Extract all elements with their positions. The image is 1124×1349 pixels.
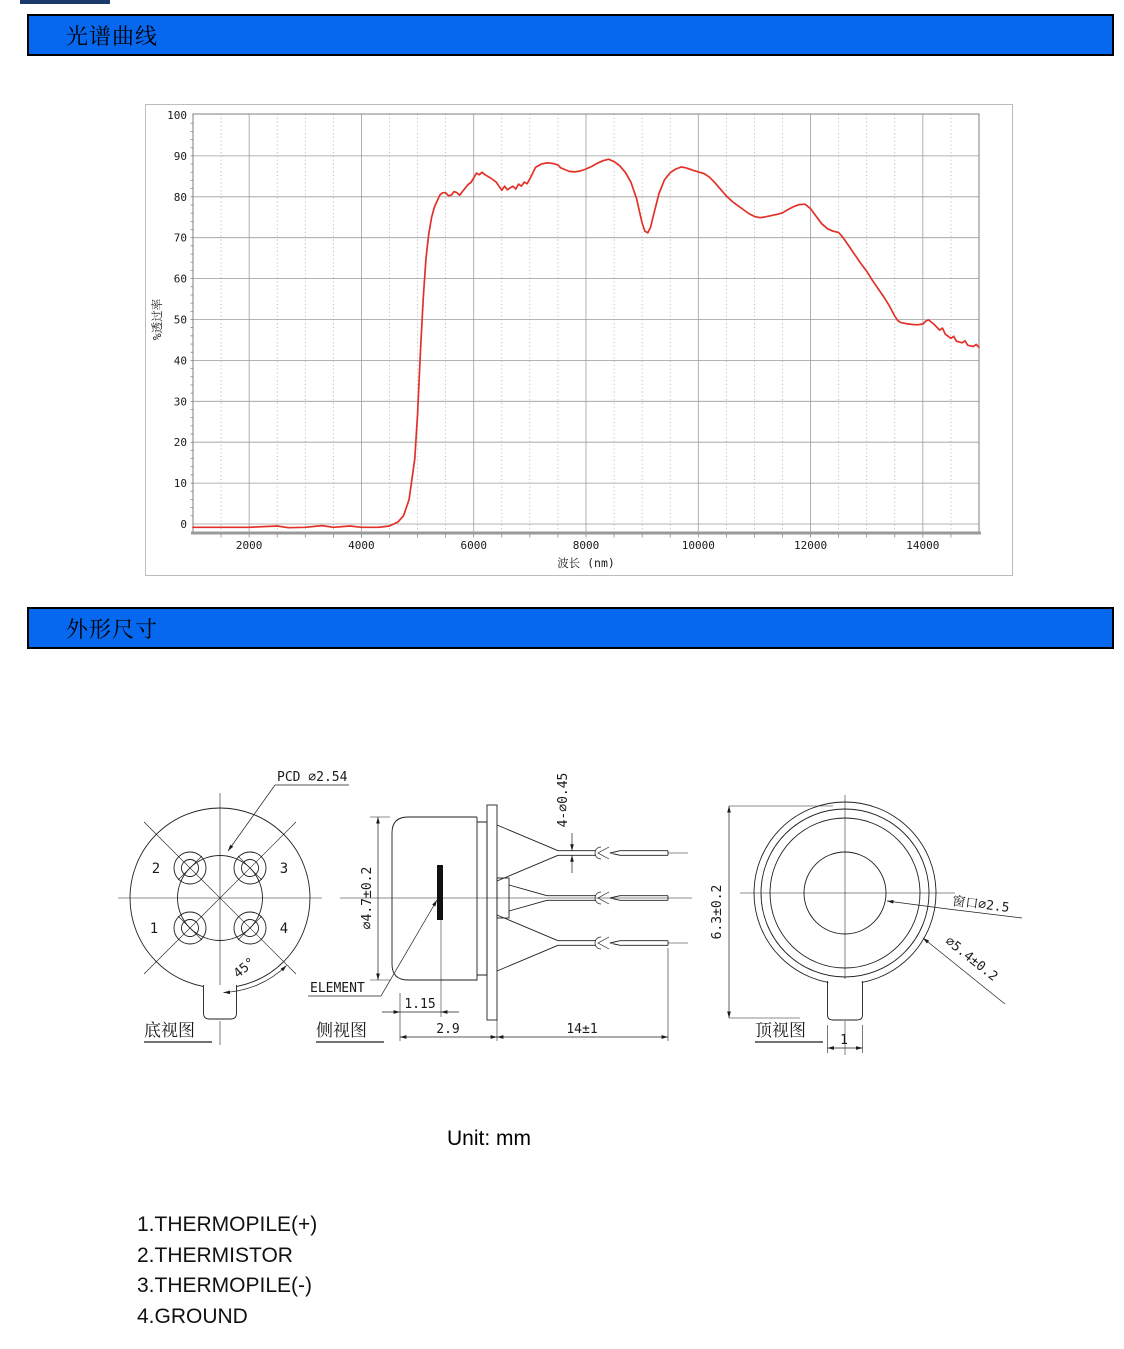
pin-label-4: 4 <box>279 921 289 937</box>
y-tick-label: 10 <box>173 477 187 491</box>
top-view-drawing <box>710 795 1022 1055</box>
pcd-dimension-label: PCD ∅2.54 <box>277 770 348 785</box>
tab-mask <box>203 985 237 1021</box>
x-tick-label: 2000 <box>235 539 263 552</box>
section-header-outline-dimensions <box>27 607 1114 649</box>
can-diameter-label: ∅4.7±0.2 <box>360 866 375 930</box>
y-tick-label: 60 <box>173 272 187 286</box>
pinout-line: 4.GROUND <box>137 1304 248 1328</box>
x-tick-label: 4000 <box>348 539 375 552</box>
pcd-leader-arrow <box>228 785 275 851</box>
can-depth-label: 2.9 <box>436 1022 460 1037</box>
pinout-list <box>137 1210 317 1332</box>
bottom-view-caption: 底视图 <box>144 1021 195 1040</box>
x-tick-label: 12000 <box>794 539 828 552</box>
page-top-sliver <box>20 0 110 4</box>
angle-label: 45° <box>230 955 259 982</box>
section-header-spectral-curve <box>27 14 1114 56</box>
element-label: ELEMENT <box>310 981 365 996</box>
lead-bottom <box>558 937 688 949</box>
pin-label-3: 3 <box>279 861 289 877</box>
pin-4 <box>234 912 266 944</box>
y-axis-title: %透过率 <box>150 298 164 341</box>
unit-note: Unit: mm <box>447 1127 531 1150</box>
side-view-drawing <box>308 773 692 1042</box>
window-label: 窗口∅2.5 <box>951 894 1011 916</box>
extension-lines <box>729 806 833 1018</box>
x-tick-label: 8000 <box>572 539 600 552</box>
element-bar <box>437 865 443 920</box>
outline-drawings <box>100 755 1040 1075</box>
x-tick-label: 14000 <box>906 539 940 552</box>
outer-diameter-label: ∅5.4±0.2 <box>942 933 1001 985</box>
lead-fan-bottom <box>497 915 558 971</box>
pinout-line: 1.THERMOPILE(+) <box>137 1213 318 1236</box>
pin-3 <box>234 852 266 884</box>
x-tick-label: 6000 <box>460 539 487 552</box>
section-title: 光谱曲线 <box>66 23 159 49</box>
tab-mask <box>828 979 861 1021</box>
y-tick-label: 0 <box>180 518 187 531</box>
lead-diameter-label: 4-∅0.45 <box>556 772 571 828</box>
x-tick-label: 10000 <box>681 539 715 552</box>
pin-2 <box>174 852 206 884</box>
y-tick-label: 40 <box>173 354 187 368</box>
spectral-curve-chart <box>145 104 1013 576</box>
x-axis-title: 波长 (nm) <box>557 556 615 570</box>
y-tick-label: 100 <box>167 109 187 122</box>
side-view-caption: 侧视图 <box>316 1021 367 1040</box>
tab-width-label: 1 <box>840 1033 848 1048</box>
y-tick-label: 50 <box>173 313 187 327</box>
spectral-curve-svg <box>146 105 1012 575</box>
y-tick-label: 20 <box>173 436 187 450</box>
overall-height-label: 6.3±0.2 <box>710 884 725 940</box>
can-neck <box>477 822 487 975</box>
pin-1 <box>174 912 206 944</box>
y-tick-label: 30 <box>173 395 187 409</box>
pin-label-2: 2 <box>151 861 161 877</box>
y-tick-label: 80 <box>173 190 187 204</box>
y-tick-label: 70 <box>173 231 187 245</box>
lead-fan-top <box>497 825 558 881</box>
flange-plate <box>487 805 497 1020</box>
pinout-line: 2.THERMISTOR <box>137 1243 293 1267</box>
lead-length-label: 14±1 <box>566 1022 598 1037</box>
y-tick-label: 90 <box>173 149 187 163</box>
pin-label-1: 1 <box>149 921 159 937</box>
element-offset-label: 1.15 <box>404 997 436 1012</box>
section-title: 外形尺寸 <box>66 616 159 642</box>
element-leader-arrow <box>381 900 437 996</box>
top-view-caption: 顶视图 <box>755 1021 806 1040</box>
pinout-line: 3.THERMOPILE(-) <box>137 1274 313 1297</box>
lead-top <box>558 847 688 859</box>
bottom-view-drawing <box>118 770 349 1045</box>
